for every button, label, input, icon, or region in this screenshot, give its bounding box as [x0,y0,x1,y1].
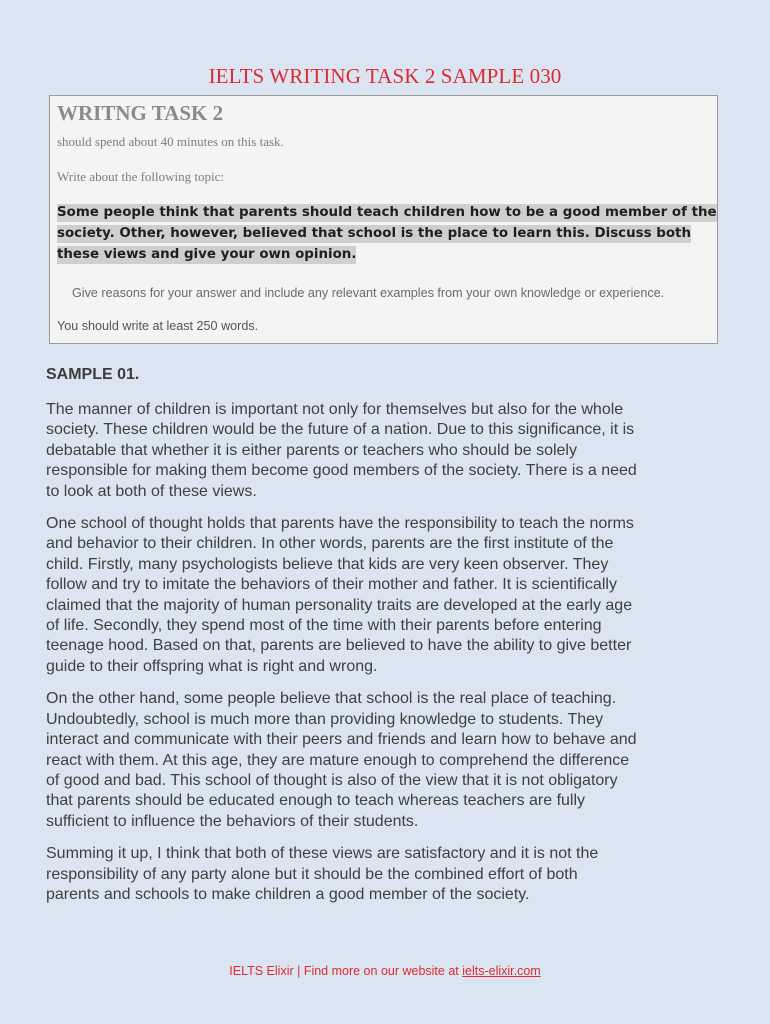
task-intro: Write about the following topic: [57,169,224,184]
task-time-note: should spend about 40 minutes on this task. [57,134,284,149]
task-topic-text: Some people think that parents should teach children how to be a good member of the society. Other, however, believed that school is the place to learn this. Discuss both these views and give your own opinion. [57,205,717,262]
task-topic [57,202,717,265]
footer-website-link[interactable]: ielts-elixir.com [462,964,541,978]
task-prompt-box [49,95,718,344]
essay-body [46,400,730,917]
task-heading: WRITNG TASK 2 [57,101,224,125]
task-reasons-note: Give reasons for your answer and include any relevant examples from your own knowledge or experience. [72,286,665,300]
essay-paragraph-school: On the other hand, some people believe that school is the real place of teaching. Undoubtedly, school is much more than providing knowledge to students. They interact and communicate with their peers and friends and learn how to behave and react with them. At this age, they are mature enough to comprehend the difference of good and bad. This school of thought is also of the view that it is not obligatory that parents should be educated enough to teach whereas teachers are fully sufficient to influence the behaviors of their students. [46,690,637,830]
footer [0,963,770,980]
task-word-count: You should write at least 250 words. [57,319,259,333]
page-title: IELTS WRITING TASK 2 SAMPLE 030 [208,64,562,88]
essay-paragraph-parents: One school of thought holds that parents have the responsibility to teach the norms and behavior to their children. In other words, parents are the first institute of the child. Firstly, many psychologists believe that kids are very keen observer. They follow and try to imitate the behaviors of their mother and father. It is scientifically claimed that the majority of human personality traits are developed at the early age of life. Secondly, they spend most of the time with their parents before entering teenage hood. Based on that, parents are believed to have the ability to give better guide to their offspring what is right and wrong. [46,515,634,675]
footer-text: IELTS Elixir | Find more on our website at [229,964,463,978]
essay-paragraph-conclusion: Summing it up, I think that both of these views are satisfactory and it is not the responsibility of any party alone but it should be the combined effort of both parents and schools to make children a good member of the society. [46,845,599,903]
sample-heading: SAMPLE 01. [46,366,140,383]
essay-paragraph-intro: The manner of children is important not only for themselves but also for the whole society. These children would be the future of a nation. Due to this significance, it is debatable that whether it is either parents or teachers who should be solely responsible for making them become good members of the society. There is a need to look at both of these views. [46,401,637,500]
